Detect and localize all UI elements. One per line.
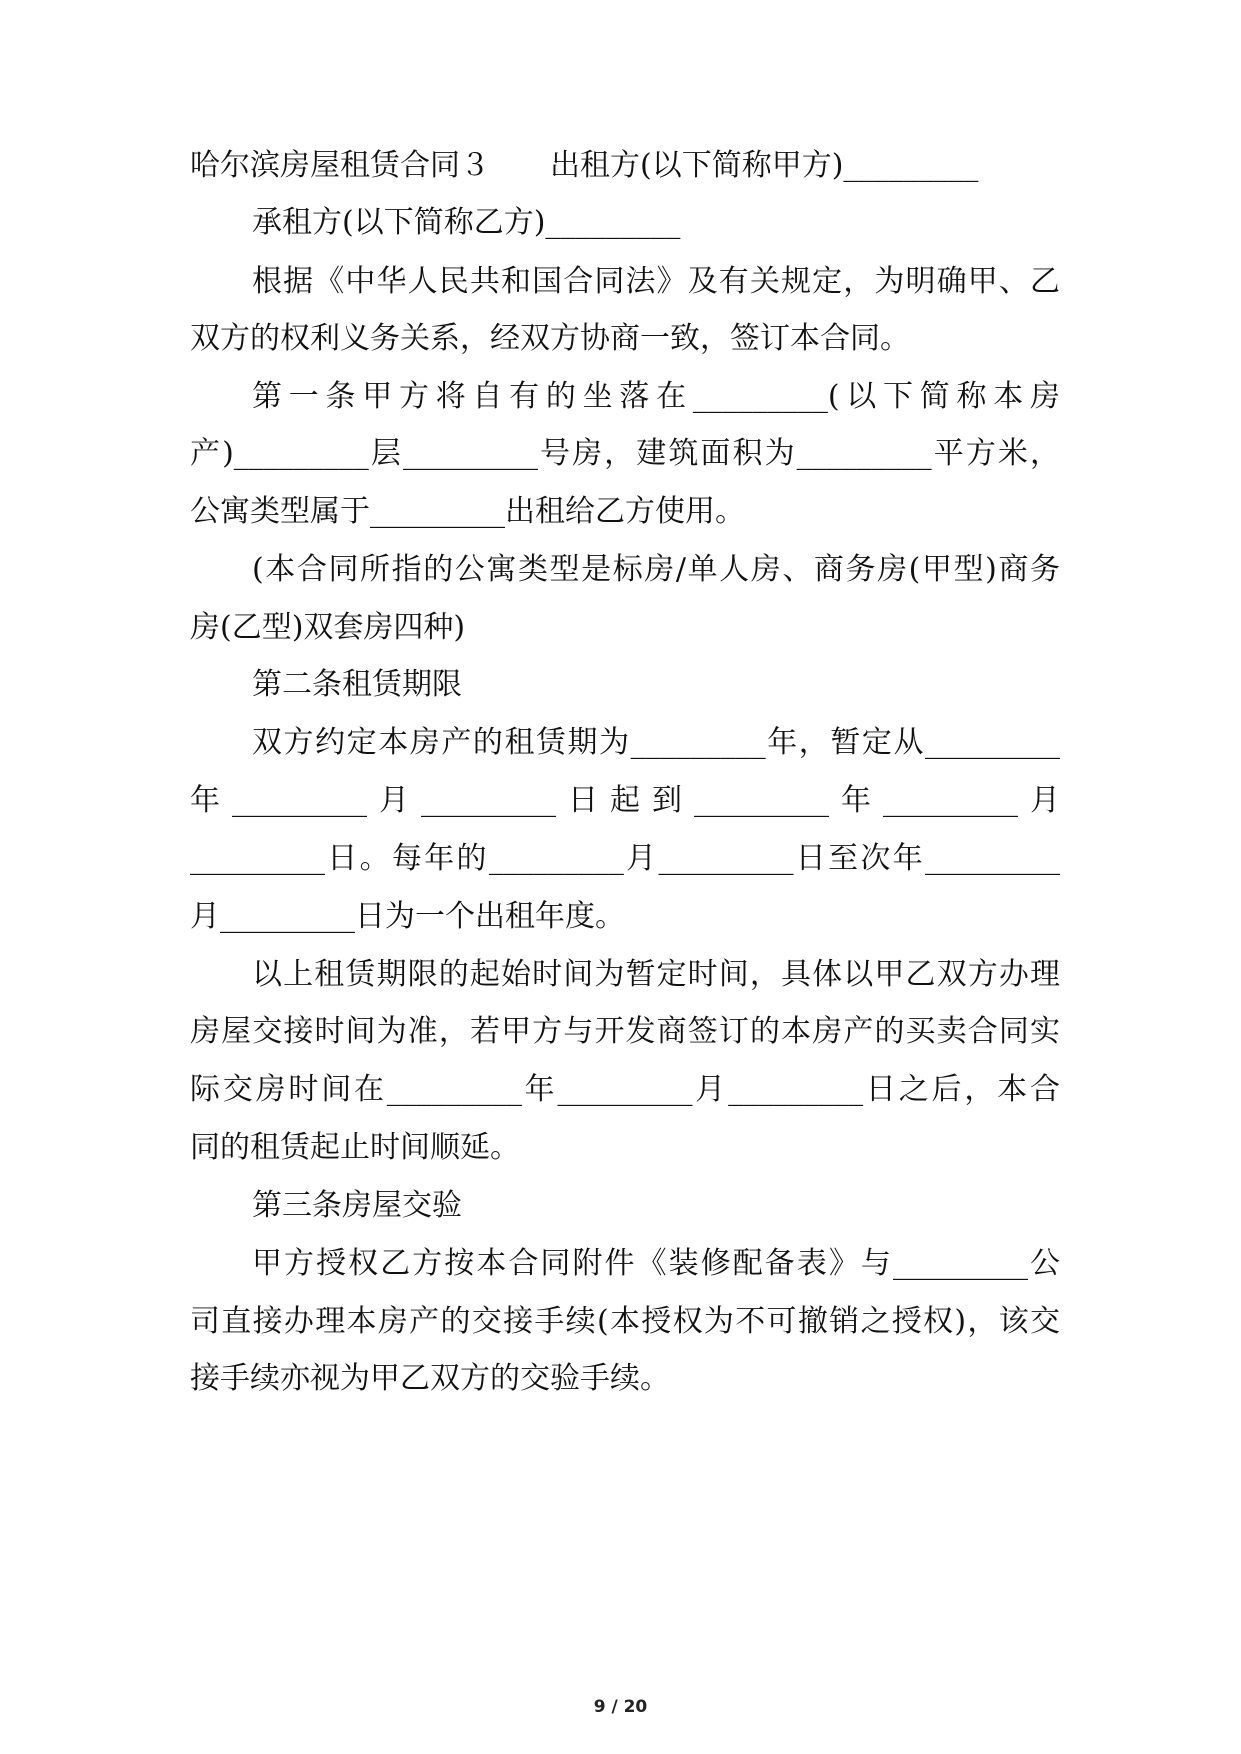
paragraph-line: 以上租赁期限的起始时间为暂定时间，具体以甲乙双方办理 <box>252 957 1060 992</box>
clause-2-line: 月_________日为一个出租年度。 <box>190 899 625 934</box>
paragraph-line: 房屋交接时间为准，若甲方与开发商签订的本房产的买卖合同实 <box>190 1014 1060 1049</box>
clause-1-line: 第一条甲方将自有的坐落在_________(以下简称本房 <box>252 379 1060 414</box>
clause-3-line: 接手续亦视为甲乙双方的交验手续。 <box>190 1361 670 1396</box>
clause-3-line: 甲方授权乙方按本合同附件《装修配备表》与_________公 <box>252 1246 1060 1281</box>
clause-1-line: 产)_________层_________号房，建筑面积为_________平方米， <box>190 436 1060 471</box>
paragraph-line: 同的租赁起止时间顺延。 <box>190 1130 520 1165</box>
paragraph-line: 双方的权利义务关系，经双方协商一致，签订本合同。 <box>190 321 910 356</box>
clause-2-line: 双方约定本房产的租赁期为_________年，暂定从_________ <box>252 725 1060 760</box>
clause-2-line: _________日。每年的_________月_________日至次年_________ <box>190 841 1060 876</box>
paragraph-line: (本合同所指的公寓类型是标房/单人房、商务房(甲型)商务 <box>252 552 1060 587</box>
clause-2-line: 年_________月_________日起到_________年_________月 <box>190 783 1060 818</box>
clause-2-heading: 第二条租赁期限 <box>252 667 462 702</box>
page-number: 9 / 20 <box>593 1697 648 1717</box>
clause-3-heading: 第三条房屋交验 <box>252 1188 462 1223</box>
paragraph-line: 根据《中华人民共和国合同法》及有关规定，为明确甲、乙 <box>252 264 1060 299</box>
clause-1-line: 公寓类型属于_________出租给乙方使用。 <box>190 494 745 529</box>
title-line: 哈尔滨房屋租赁合同３ 出租方(以下简称甲方)_________ <box>190 148 979 183</box>
clause-3-line: 司直接办理本房产的交接手续(本授权为不可撤销之授权)，该交 <box>190 1304 1060 1339</box>
paragraph-line: 承租方(以下简称乙方)_________ <box>252 205 681 240</box>
paragraph-line: 际交房时间在_________年_________月_________日之后，本合 <box>190 1072 1060 1107</box>
paragraph-line: 房(乙型)双套房四种) <box>190 610 466 645</box>
